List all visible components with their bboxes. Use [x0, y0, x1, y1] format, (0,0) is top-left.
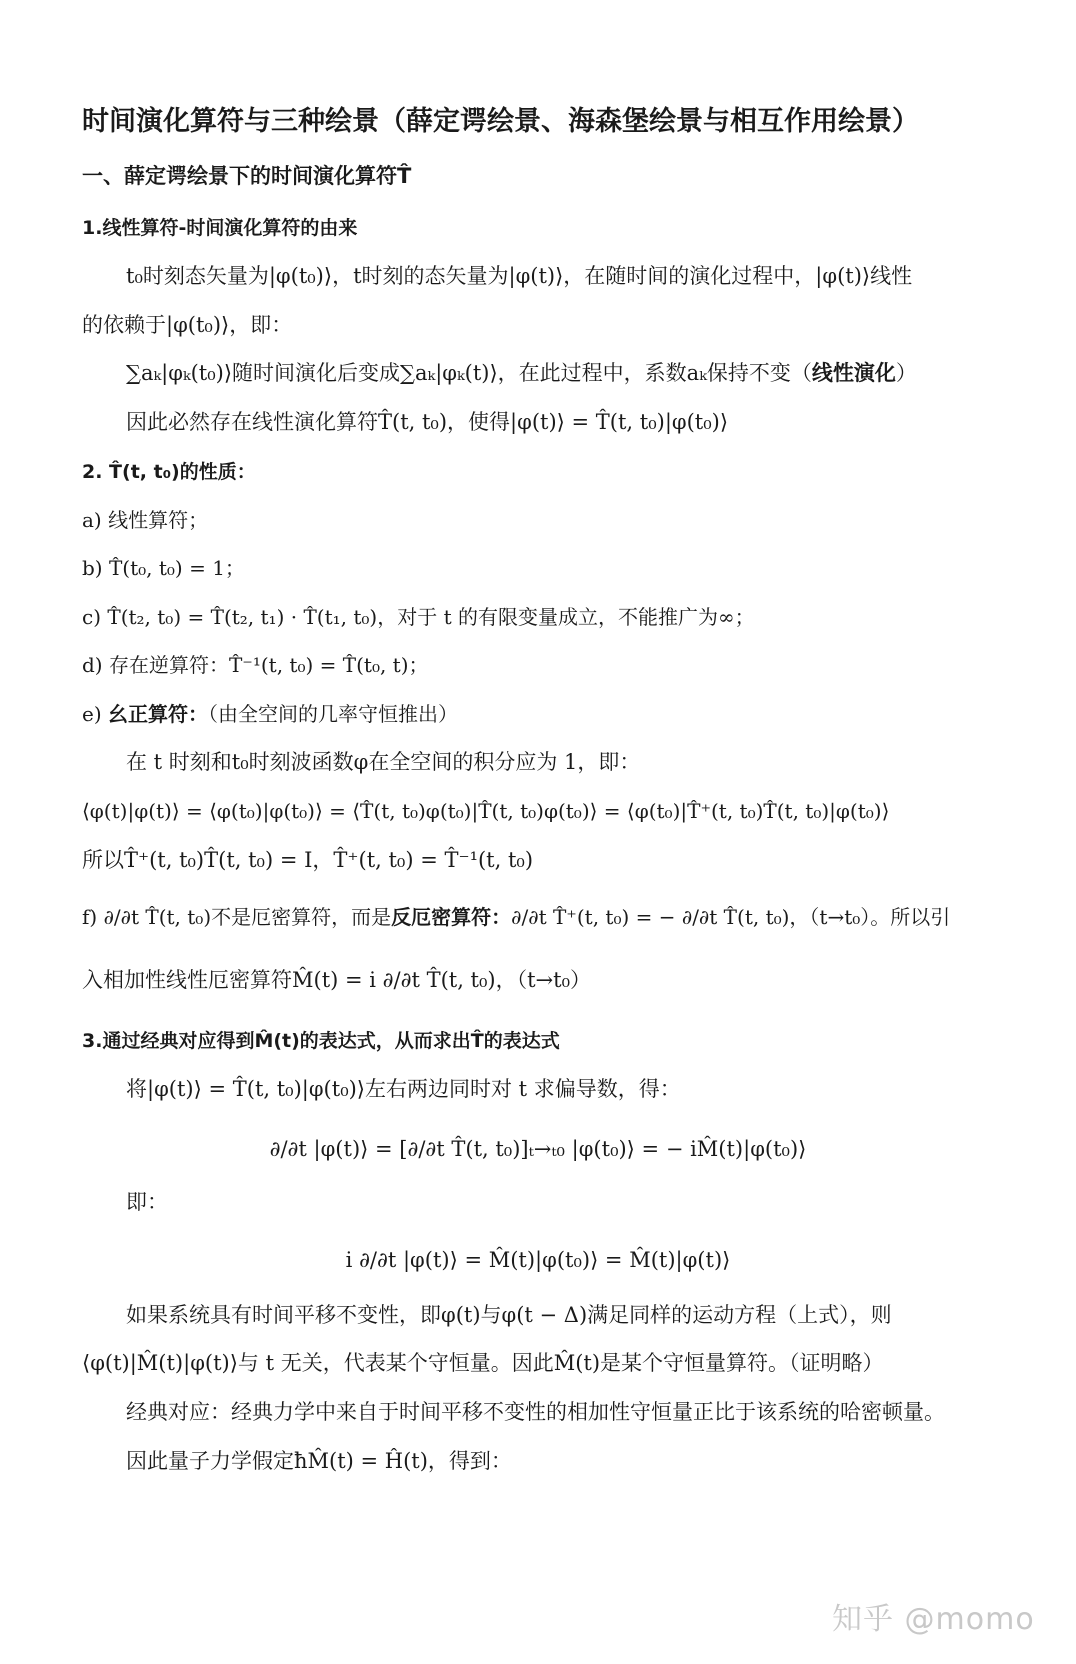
paragraph-hamiltonian: 因此量子力学假定ħM̂(t) = Ĥ(t)，得到： — [126, 1449, 512, 1473]
equation-unitarity: ⟨φ(t)|φ(t)⟩ = ⟨φ(t₀)|φ(t₀)⟩ = ⟨T̂(t, t₀)φ(t₀)|T̂(t, t₀)φ(t₀)⟩ = ⟨φ(t₀)|T̂⁺(t, t₀)T̂(t, t₀)|φ(t₀)⟩ — [82, 799, 890, 823]
paragraph-translation-line2: ⟨φ(t)|M̂(t)|φ(t)⟩与 t 无关，代表某个守恒量。因此M̂(t)是某个守恒量算符。（证明略） — [82, 1351, 884, 1375]
paragraph-ji: 即： — [126, 1190, 168, 1214]
paragraph-hermitian-operator: 入相加性线性厄密算符M̂(t) = i ∂/∂t T̂(t, t₀)，（t→t₀） — [82, 968, 592, 992]
paragraph-state-vector-line2: 的依赖于|φ(t₀)⟩，即： — [82, 313, 293, 337]
property-e-label: e) — [82, 702, 108, 726]
linear-evolution-text: ∑aₖ|φₖ(t₀)⟩随时间演化后变成∑aₖ|φₖ(t)⟩，在此过程中，系数aₖ保持不变（ — [126, 361, 812, 385]
property-e-note: （由全空间的几率守恒推出） — [208, 702, 458, 726]
document-title: 时间演化算符与三种绘景（薛定谔绘景、海森堡绘景与相互作用绘景） — [82, 106, 919, 137]
paragraph-evolution-operator: 因此必然存在线性演化算符T̂(t, t₀)，使得|φ(t)⟩ = T̂(t, t₀)|φ(t₀)⟩ — [126, 410, 729, 434]
watermark: 知乎 @momo — [832, 1602, 1035, 1637]
property-f-rest: ∂/∂t T̂⁺(t, t₀) = − ∂/∂t T̂(t, t₀)，（t→t₀）。所以引 — [511, 905, 951, 929]
property-d: d) 存在逆算符：T̂⁻¹(t, t₀) = T̂(t₀, t)； — [82, 653, 429, 677]
section-1-heading: 一、薛定谔绘景下的时间演化算符T̂ — [82, 164, 412, 188]
property-c: c) T̂(t₂, t₀) = T̂(t₂, t₁) · T̂(t₁, t₀)，对于 t 的有限变量成立，不能推广为∞； — [82, 605, 755, 629]
linear-evolution-close: ） — [895, 361, 917, 385]
equation-derivative: ∂/∂t |φ(t)⟩ = [∂/∂t T̂(t, t₀)]ₜ→ₜ₀ |φ(t₀)⟩ = − iM̂(t)|φ(t₀)⟩ — [269, 1137, 807, 1161]
property-f-bold: 反厄密算符： — [391, 905, 512, 929]
property-a: a) 线性算符； — [82, 508, 209, 532]
paragraph-classical-correspondence: 经典对应：经典力学中来自于时间平移不变性的相加性守恒量正比于该系统的哈密顿量。 — [126, 1400, 945, 1424]
paragraph-normalization: 在 t 时刻和t₀时刻波函数φ在全空间的积分应为 1，即： — [126, 750, 641, 774]
subsection-3-heading: 3.通过经典对应得到M̂(t)的表达式，从而求出T̂的表达式 — [82, 1030, 560, 1052]
property-f-text: f) ∂/∂t T̂(t, t₀)不是厄密算符，而是 — [82, 905, 392, 929]
subsection-1-heading: 1.线性算符-时间演化算符的由来 — [82, 217, 358, 239]
property-b: b) T̂(t₀, t₀) = 1； — [82, 556, 245, 580]
subsection-2-heading: 2. T̂(t, t₀)的性质： — [82, 461, 256, 483]
paragraph-translation-line1: 如果系统具有时间平移不变性，即φ(t)与φ(t − Δ)满足同样的运动方程（上式），则 — [126, 1303, 892, 1327]
paragraph-linear-evolution — [126, 359, 917, 387]
paragraph-partial-derivative: 将|φ(t)⟩ = T̂(t, t₀)|φ(t₀)⟩左右两边同时对 t 求偏导数，得： — [126, 1077, 681, 1101]
paragraph-unitarity-conclusion: 所以T̂⁺(t, t₀)T̂(t, t₀) = I，T̂⁺(t, t₀) = T̂⁻¹(t, t₀) — [82, 848, 534, 872]
property-e-bold: 幺正算符： — [108, 702, 208, 726]
property-e — [82, 700, 458, 728]
linear-evolution-bold: 线性演化 — [811, 361, 896, 385]
property-f — [82, 903, 950, 931]
equation-schrodinger: i ∂/∂t |φ(t)⟩ = M̂(t)|φ(t₀)⟩ = M̂(t)|φ(t)⟩ — [345, 1248, 731, 1272]
paragraph-state-vector-line1: t₀时刻态矢量为|φ(t₀)⟩，t时刻的态矢量为|φ(t)⟩，在随时间的演化过程中，|φ(t)⟩线性 — [126, 264, 913, 288]
